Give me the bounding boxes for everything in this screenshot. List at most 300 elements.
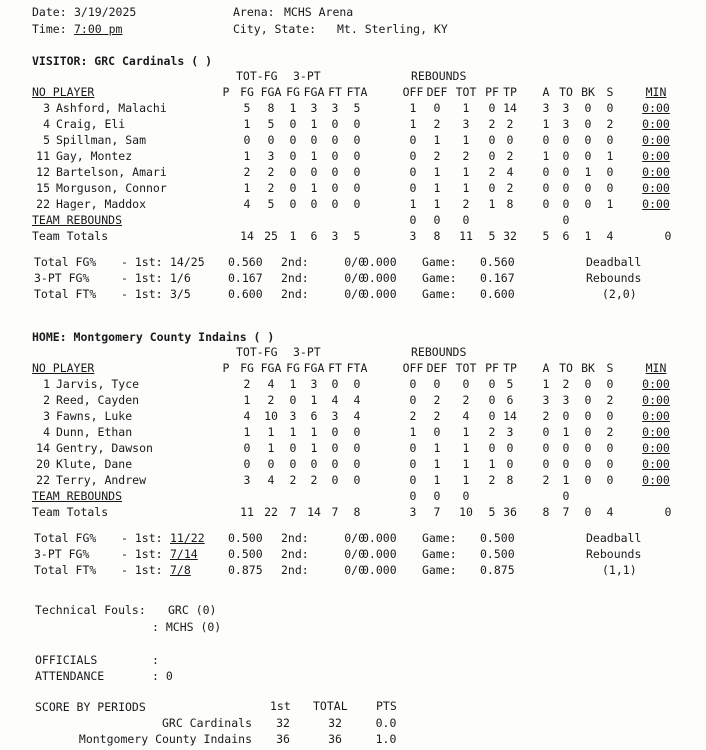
stat-fg: 4 [243,409,251,423]
team-rebounds-off: 0 [409,489,417,503]
stat-pf: 0 [488,377,496,391]
stat-tp: 2 [506,181,514,195]
score-first-period: 36 [276,732,290,746]
date-label: Date: [32,5,67,19]
stat-fga: 5 [267,117,275,131]
stat-bk: 0 [584,393,592,407]
stat-ft: 0 [331,117,339,131]
stat-ft: 3 [331,101,339,115]
stat-ft: 0 [331,197,339,211]
stat-a: 3 [542,393,550,407]
stat-tp: 3 [506,425,514,439]
stat-def: 2 [433,149,441,163]
team-total-tot: 11 [459,229,473,243]
stat-pf: 0 [488,133,496,147]
stat-def: 2 [433,409,441,423]
stat-pf: 0 [488,181,496,195]
stat-min: 0:00 [642,377,670,391]
stat-pf: 0 [488,101,496,115]
stat-bk: 1 [584,165,592,179]
stat-fg3: 0 [289,181,297,195]
pct-first-value: 1/6 [170,271,191,285]
stat-tp: 14 [503,101,517,115]
stat-def: 1 [433,181,441,195]
stat-tot: 4 [462,409,470,423]
stat-fga3: 1 [310,441,318,455]
header-fta: FTA [346,85,368,99]
stat-fta: 0 [353,457,361,471]
stat-bk: 0 [584,149,592,163]
stat-ft: 4 [331,393,339,407]
pct-game-label: Game: [422,563,457,577]
player-number: 11 [36,149,50,163]
pct-second-value: 0/0 [344,531,365,545]
header-off: OFF [402,85,424,99]
stat-to: 0 [562,197,570,211]
stat-fg: 0 [243,457,251,471]
date-value: 3/19/2025 [74,5,137,19]
group-header-rebounds: REBOUNDS [411,345,467,359]
stat-to: 1 [562,473,570,487]
pct-label: Total FT% [34,563,97,577]
team-total-tp: 36 [503,505,517,519]
group-header-rebounds: REBOUNDS [411,69,467,83]
header-fg3: FG [286,361,300,375]
stat-tp: 6 [506,393,514,407]
stat-fg3: 0 [289,165,297,179]
pct-game-label: Game: [422,255,457,269]
stat-ft: 0 [331,377,339,391]
player-name: Jarvis, Tyce [56,377,140,391]
header-tp: TP [503,85,517,99]
stat-tot: 1 [462,181,470,195]
header-p: P [222,85,230,99]
stat-fta: 4 [353,409,361,423]
header-fga3: FGA [303,85,325,99]
stat-fga: 4 [267,377,275,391]
stat-off: 0 [409,441,417,455]
stat-fta: 0 [353,377,361,391]
player-number: 12 [36,165,50,179]
header-min: MIN [645,85,667,99]
pct-game-percent: 0.500 [480,531,515,545]
stat-tp: 0 [506,457,514,471]
stat-tot: 1 [462,133,470,147]
header-fg3: FG [286,85,300,99]
stat-a: 1 [542,377,550,391]
stat-to: 3 [562,101,570,115]
stat-min: 0:00 [642,181,670,195]
group-header-3pt: 3-PT [293,69,321,83]
header-a: A [542,85,550,99]
team-total-s: 4 [606,229,614,243]
pct-second-label: 2nd: [281,271,309,285]
officials-label: OFFICIALS [35,653,98,667]
stat-fta: 5 [353,101,361,115]
stat-def: 2 [433,117,441,131]
stat-to: 0 [562,457,570,471]
team-total-bk: 1 [584,229,592,243]
header-tot: TOT [455,85,477,99]
stat-fg3: 3 [289,409,297,423]
header-no-player: NO PLAYER [32,85,95,99]
player-name: Bartelson, Amari [56,165,167,179]
stat-tp: 14 [503,409,517,423]
header-no-player: NO PLAYER [32,361,95,375]
pct-label: Total FG% [34,531,97,545]
stat-off: 0 [409,377,417,391]
stat-tp: 0 [506,133,514,147]
stat-fga3: 0 [310,457,318,471]
team-total-off: 3 [409,505,417,519]
stat-fta: 0 [353,165,361,179]
header-pf: PF [485,85,499,99]
team-total-fg3: 7 [289,505,297,519]
pct-game-percent: 0.167 [480,271,515,285]
stat-def: 1 [433,457,441,471]
pct-second-percent: 0.000 [362,547,397,561]
stat-fta: 0 [353,149,361,163]
header-s: S [606,85,614,99]
stat-tp: 2 [506,117,514,131]
stat-ft: 0 [331,133,339,147]
stat-tp: 4 [506,165,514,179]
header-tot: TOT [455,361,477,375]
stat-off: 1 [409,101,417,115]
stat-bk: 0 [584,377,592,391]
pct-second-label: 2nd: [281,287,309,301]
score-pts: 1.0 [375,732,397,746]
team-total-def: 7 [433,505,441,519]
pct-second-percent: 0.000 [362,531,397,545]
header-p: P [222,361,230,375]
header-def: DEF [426,85,448,99]
pct-first-label: - 1st: [121,255,163,269]
header-def: DEF [426,361,448,375]
pct-second-label: 2nd: [281,563,309,577]
stat-bk: 0 [584,181,592,195]
score-by-periods-title: SCORE BY PERIODS [35,700,146,714]
stat-pf: 2 [488,117,496,131]
team-rebounds-to: 0 [562,489,570,503]
player-name: Reed, Cayden [56,393,140,407]
home-team-title: HOME: Montgomery County Indains ( ) [32,330,275,344]
stat-tp: 0 [506,441,514,455]
stat-min: 0:00 [642,101,670,115]
stat-min: 0:00 [642,149,670,163]
visitor-team-title: VISITOR: GRC Cardinals ( ) [32,54,213,68]
stat-fg: 2 [243,165,251,179]
team-total-ft: 3 [331,229,339,243]
stat-ft: 0 [331,457,339,471]
pct-second-value: 0/0 [344,287,365,301]
stat-fga: 2 [267,393,275,407]
stat-fg3: 0 [289,133,297,147]
stat-fg: 1 [243,181,251,195]
header-ft: FT [328,85,342,99]
pct-second-label: 2nd: [281,531,309,545]
technical-fouls-mchs: : MCHS (0) [152,620,222,634]
team-rebounds-tot: 0 [462,489,470,503]
stat-fg: 0 [243,441,251,455]
stat-a: 0 [542,425,550,439]
stat-fga3: 0 [310,197,318,211]
stat-to: 3 [562,393,570,407]
team-total-tot: 10 [459,505,473,519]
pct-game-percent: 0.500 [480,547,515,561]
stat-to: 0 [562,441,570,455]
pct-first-percent: 0.167 [228,271,263,285]
stat-fg: 1 [243,149,251,163]
team-total-to: 7 [562,505,570,519]
stat-fga3: 1 [310,149,318,163]
stat-to: 3 [562,117,570,131]
stat-fg3: 0 [289,393,297,407]
stat-def: 0 [433,377,441,391]
header-off: OFF [402,361,424,375]
stat-fga: 1 [267,441,275,455]
stat-min: 0:00 [642,473,670,487]
stat-to: 0 [562,165,570,179]
pct-game-label: Game: [422,531,457,545]
group-header-3pt: 3-PT [293,345,321,359]
header-to: TO [559,361,573,375]
score-col-1st: 1st [270,699,291,713]
stat-bk: 0 [584,473,592,487]
score-total: 32 [328,716,342,730]
score-col-pts: PTS [376,699,397,713]
pct-first-percent: 0.875 [228,563,263,577]
stat-a: 0 [542,457,550,471]
team-total-fga: 22 [264,505,278,519]
score-col-total: TOTAL [313,699,348,713]
header-bk: BK [581,85,595,99]
stat-tp: 8 [506,473,514,487]
stat-tot: 0 [462,377,470,391]
stat-off: 0 [409,149,417,163]
stat-pf: 2 [488,165,496,179]
score-pts: 0.0 [375,716,397,730]
stat-fg: 5 [243,101,251,115]
score-team-name: GRC Cardinals [161,716,252,730]
pct-label: Total FT% [34,287,97,301]
stat-def: 0 [433,101,441,115]
deadball-rebounds-label: Rebounds [586,547,642,561]
stat-fga: 0 [267,457,275,471]
team-rebounds-label: TEAM REBOUNDS [32,213,123,227]
time-value: 7:00 pm [74,22,123,36]
stat-fg3: 1 [289,101,297,115]
team-total-fg: 14 [240,229,254,243]
pct-first-value: 7/8 [170,563,191,577]
pct-game-percent: 0.600 [480,287,515,301]
team-rebounds-tot: 0 [462,213,470,227]
pct-second-value: 0/0 [344,255,365,269]
team-total-ft: 7 [331,505,339,519]
pct-first-label: - 1st: [121,563,163,577]
pct-label: 3-PT FG% [34,271,90,285]
stat-fg3: 0 [289,149,297,163]
header-tp: TP [503,361,517,375]
stat-fta: 0 [353,441,361,455]
pct-second-percent: 0.000 [362,563,397,577]
player-name: Ashford, Malachi [56,101,167,115]
header-fg: FG [240,361,254,375]
stat-a: 1 [542,149,550,163]
stat-ft: 0 [331,165,339,179]
stat-def: 0 [433,425,441,439]
player-number: 5 [43,133,50,147]
stat-tp: 8 [506,197,514,211]
player-name: Fawns, Luke [56,409,133,423]
header-fga: FGA [260,361,282,375]
stat-bk: 0 [584,101,592,115]
stat-tp: 2 [506,149,514,163]
stat-fg3: 1 [289,425,297,439]
pct-second-value: 0/0 [344,563,365,577]
stat-fg: 2 [243,377,251,391]
arena-value: MCHS Arena [284,5,354,19]
team-total-fg: 11 [240,505,254,519]
stat-s: 1 [606,149,614,163]
stat-a: 2 [542,473,550,487]
team-total-fga3: 6 [310,229,318,243]
stat-ft: 0 [331,181,339,195]
stat-to: 0 [562,181,570,195]
stat-pf: 2 [488,473,496,487]
stat-bk: 0 [584,117,592,131]
stat-tot: 2 [462,393,470,407]
city-value: Mt. Sterling, KY [337,22,448,36]
team-total-a: 5 [542,229,550,243]
player-name: Klute, Dane [56,457,133,471]
stat-s: 0 [606,409,614,423]
stat-bk: 0 [584,133,592,147]
pct-second-percent: 0.000 [362,271,397,285]
stat-pf: 0 [488,441,496,455]
pct-label: 3-PT FG% [34,547,90,561]
stat-fta: 0 [353,473,361,487]
player-number: 2 [43,393,50,407]
header-s: S [606,361,614,375]
stat-s: 0 [606,165,614,179]
stat-s: 0 [606,101,614,115]
team-total-fta: 5 [353,229,361,243]
team-rebounds-label: TEAM REBOUNDS [32,489,123,503]
team-rebounds-to: 0 [562,213,570,227]
header-a: A [542,361,550,375]
pct-first-percent: 0.500 [228,531,263,545]
stat-s: 0 [606,181,614,195]
pct-first-value: 7/14 [170,547,198,561]
stat-fga: 3 [267,149,275,163]
stat-off: 0 [409,457,417,471]
pct-game-percent: 0.560 [480,255,515,269]
stat-off: 0 [409,181,417,195]
stat-pf: 1 [488,457,496,471]
stat-fg: 1 [243,425,251,439]
stat-to: 0 [562,149,570,163]
stat-fga: 1 [267,425,275,439]
stat-tot: 3 [462,117,470,131]
header-pf: PF [485,361,499,375]
stat-fta: 0 [353,197,361,211]
pct-second-label: 2nd: [281,547,309,561]
stat-min: 0:00 [642,117,670,131]
stat-off: 2 [409,409,417,423]
team-total-pf: 5 [488,229,496,243]
attendance-value: : 0 [152,669,173,683]
stat-fg: 3 [243,473,251,487]
officials-value: : [152,653,159,667]
stat-fga: 8 [267,101,275,115]
pct-first-label: - 1st: [121,531,163,545]
stat-off: 1 [409,425,417,439]
team-total-a: 8 [542,505,550,519]
stat-fga3: 3 [310,101,318,115]
stat-tp: 5 [506,377,514,391]
pct-game-label: Game: [422,287,457,301]
stat-fg: 1 [243,393,251,407]
stat-ft: 0 [331,473,339,487]
score-team-name: Montgomery County Indains [78,732,252,746]
player-name: Dunn, Ethan [56,425,133,439]
stat-off: 0 [409,393,417,407]
header-fga3: FGA [303,361,325,375]
team-total-off: 3 [409,229,417,243]
pct-first-value: 11/22 [170,531,205,545]
stat-a: 0 [542,181,550,195]
team-totals-label: Team Totals [32,505,109,519]
stat-s: 2 [606,117,614,131]
team-total-min: 0 [664,505,672,519]
stat-off: 1 [409,197,417,211]
deadball-value: (1,1) [602,563,637,577]
team-rebounds-off: 0 [409,213,417,227]
time-label: Time: [32,22,67,36]
pct-second-percent: 0.000 [362,255,397,269]
team-total-bk: 0 [584,505,592,519]
stat-s: 1 [606,197,614,211]
stat-def: 1 [433,197,441,211]
player-name: Hager, Maddox [56,197,147,211]
stat-tot: 1 [462,441,470,455]
player-number: 4 [43,117,50,131]
deadball-rebounds-label: Rebounds [586,271,642,285]
stat-fga3: 2 [310,473,318,487]
player-number: 3 [43,101,50,115]
stat-fga: 4 [267,473,275,487]
stat-bk: 0 [584,409,592,423]
stat-fga3: 1 [310,393,318,407]
stat-min: 0:00 [642,197,670,211]
pct-label: Total FG% [34,255,97,269]
stat-s: 0 [606,441,614,455]
stat-fg3: 0 [289,117,297,131]
stat-fga: 10 [264,409,278,423]
player-number: 20 [36,457,50,471]
team-total-to: 6 [562,229,570,243]
player-number: 14 [36,441,50,455]
stat-fg3: 2 [289,473,297,487]
stat-s: 2 [606,425,614,439]
arena-label: Arena: [233,5,275,19]
stat-tot: 1 [462,457,470,471]
stat-fga3: 3 [310,377,318,391]
stat-to: 2 [562,377,570,391]
stat-tot: 1 [462,101,470,115]
stat-min: 0:00 [642,393,670,407]
